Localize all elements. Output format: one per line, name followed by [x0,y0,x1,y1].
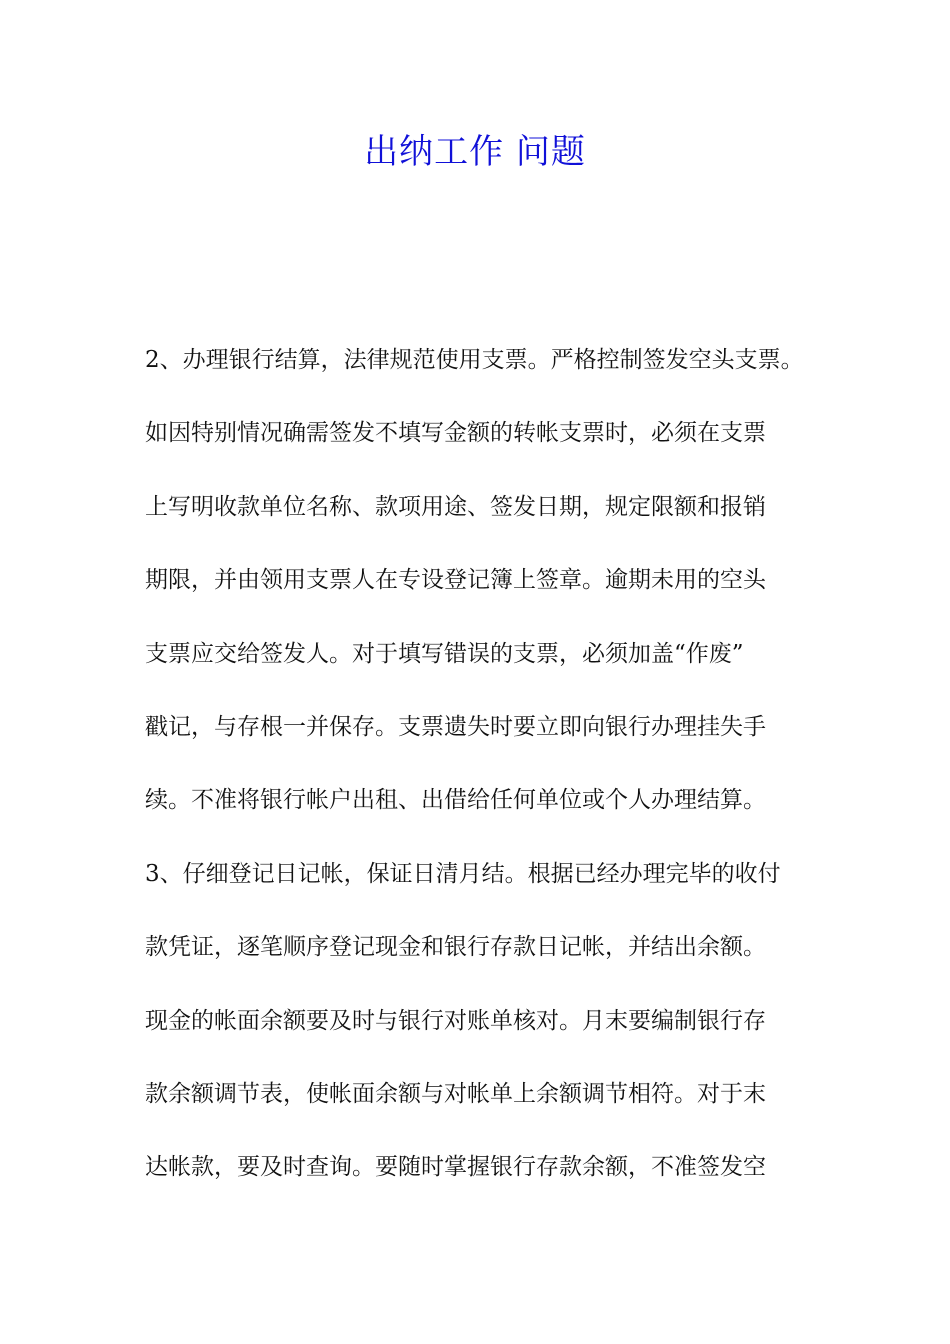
text-line: 2、办理银行结算，法律规范使用支票。严格控制签发空头支票。 [145,347,804,373]
text-line: 续。不准将银行帐户出租、出借给任何单位或个人办理结算。 [145,787,766,814]
text-line: 达帐款，要及时查询。要随时掌握银行存款余额，不准签发空 [145,1154,766,1181]
text-line: 款余额调节表，使帐面余额与对帐单上余额调节相符。对于末 [145,1080,766,1107]
document-title: 出纳工作 问题 [364,132,586,172]
text-line: 3、仔细登记日记帐，保证日清月结。根据已经办理完毕的收付 [145,860,781,887]
text-line: 期限，并由领用支票人在专设登记簿上签章。逾期未用的空头 [145,567,766,594]
text-line: 现金的帐面余额要及时与银行对账单核对。月末要编制银行存 [145,1007,766,1034]
text-line: 上写明收款单位名称、款项用途、签发日期，规定限额和报销 [145,493,766,520]
text-line: 如因特别情况确需签发不填写金额的转帐支票时，必须在支票 [145,420,766,447]
text-line: 支票应交给签发人。对于填写错误的支票，必须加盖“作废” [145,640,744,667]
text-line: 款凭证，逐笔顺序登记现金和银行存款日记帐，并结出余额。 [145,934,766,961]
document-body [145,340,845,1221]
text-line: 戳记，与存根一并保存。支票遗失时要立即向银行办理挂失手 [145,713,766,740]
